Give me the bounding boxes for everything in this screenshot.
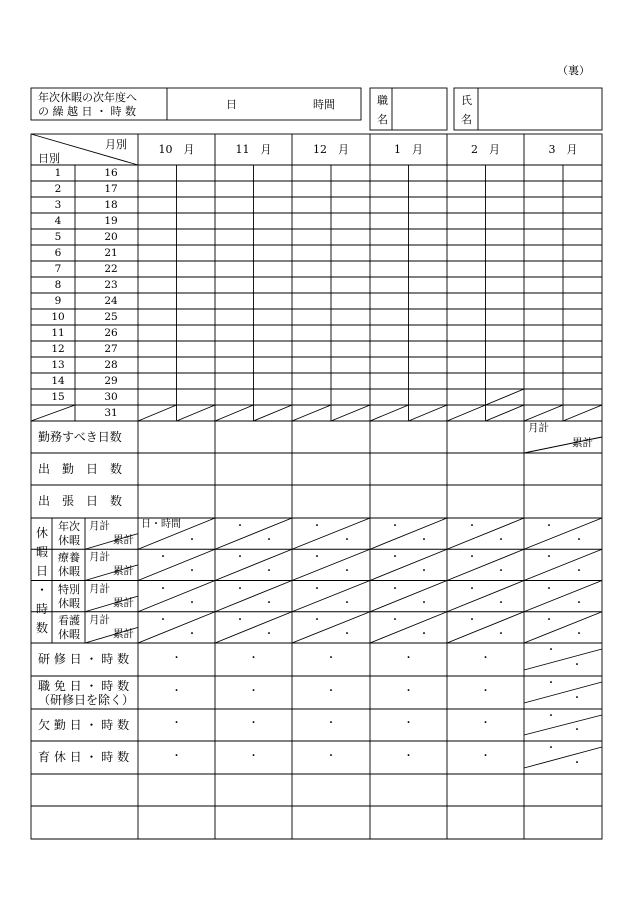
cell-dot: ・ (419, 535, 429, 546)
cell-dot: ・ (171, 652, 182, 664)
leave-cell-diagonal (370, 612, 447, 643)
cell-dot: ・ (158, 614, 168, 626)
name-label: 氏 (461, 94, 472, 107)
leave-cell-diagonal (370, 518, 447, 549)
trip-days-label: 出 張 日 数 (38, 494, 123, 508)
leave-monthly-total: 月計 (89, 520, 110, 532)
day31-diagonal (370, 405, 409, 421)
day-number: 5 (54, 231, 62, 243)
leave-type-label: 休暇 (58, 596, 80, 610)
cell-dot: ・ (171, 750, 182, 762)
carryover-hour-unit: 時間 (313, 98, 335, 111)
day-number: 17 (104, 183, 118, 195)
carryover-label: 年次休暇の次年度へ (38, 91, 137, 104)
cell-dot: ・ (158, 552, 168, 564)
cell-dot: ・ (312, 552, 322, 564)
cell-dot: ・ (312, 614, 322, 626)
leave-group-char: 日 (35, 564, 49, 578)
leave-group-char: 数 (35, 621, 49, 635)
cell-dot: ・ (544, 614, 554, 626)
day-number: 20 (104, 231, 118, 243)
cell-dot: ・ (248, 685, 259, 697)
leave-cell-diagonal (138, 612, 215, 643)
day-number: 27 (104, 343, 118, 355)
leave-cell-diagonal (524, 581, 602, 612)
cell-dot: ・ (326, 718, 336, 729)
leave-type-label: 休暇 (58, 565, 80, 579)
day-number: 28 (104, 359, 118, 371)
cell-dot: ・ (171, 685, 182, 697)
leave-type-label: 特別 (58, 582, 80, 596)
march-monthly-total: 月計 (528, 422, 549, 434)
cell-dot: ・ (544, 521, 554, 532)
day-number: 7 (54, 263, 62, 275)
day-number: 12 (51, 343, 65, 355)
carryover-label: の 繰 越 日 ・ 時 数 (38, 105, 136, 118)
cell-dot: ・ (546, 743, 556, 754)
march-cell-diagonal (524, 682, 602, 703)
cell-dot: ・ (419, 566, 429, 578)
cell-dot: ・ (574, 597, 584, 609)
cell-dot: ・ (342, 597, 352, 609)
day-number: 21 (104, 247, 118, 259)
cell-dot: ・ (248, 750, 259, 762)
leave-cell-diagonal (292, 549, 370, 580)
cell-dot: ・ (544, 552, 554, 564)
leave-group-char: ・ (35, 583, 49, 597)
cell-dot: ・ (496, 535, 506, 546)
cell-dot: ・ (390, 614, 400, 626)
month-header: 11 月 (235, 143, 272, 156)
month-header: 1 月 (394, 143, 423, 156)
name-label: 名 (461, 113, 472, 126)
cell-dot: ・ (326, 750, 336, 762)
leave-group-char: 休 (35, 526, 49, 540)
day-number: 23 (104, 279, 118, 291)
day-number: 29 (104, 375, 118, 387)
cell-dot: ・ (467, 614, 477, 626)
leave-cell-diagonal (447, 581, 524, 612)
cell-dot: ・ (496, 597, 506, 609)
month-header: 10 月 (158, 143, 195, 156)
day31-diagonal (177, 405, 216, 421)
cell-dot: ・ (187, 535, 197, 546)
cell-dot: ・ (574, 566, 584, 578)
day-number: 24 (104, 295, 118, 307)
march-cumulative: 累計 (572, 437, 593, 449)
cell-dot: ・ (572, 693, 582, 704)
cell-dot: ・ (572, 725, 582, 736)
cell-dot: ・ (342, 628, 352, 640)
cell-dot: ・ (480, 652, 491, 664)
leave-type-label: 療養 (58, 551, 80, 565)
cell-dot: ・ (419, 628, 429, 640)
attend-days-label: 出 勤 日 数 (38, 462, 123, 476)
cell-dot: ・ (467, 552, 477, 564)
day31-diagonal (254, 405, 293, 421)
leave-cumulative: 累計 (113, 596, 134, 609)
leave-cell-diagonal (447, 518, 524, 549)
cell-dot: ・ (403, 750, 414, 762)
day31-diagonal (409, 405, 448, 421)
cell-dot: ・ (544, 583, 554, 595)
corner-day-label: 日別 (38, 152, 60, 165)
day-number: 16 (104, 167, 118, 179)
day31-diagonal (486, 405, 525, 421)
day-number: 30 (104, 391, 118, 403)
cell-dot: ・ (235, 552, 245, 564)
day-number: 13 (51, 359, 65, 371)
leave-cell-diagonal (524, 549, 602, 580)
leave-cell-diagonal (447, 549, 524, 580)
cell-dot: ・ (572, 758, 582, 769)
leave-cell-diagonal (524, 518, 602, 549)
day-number: 14 (51, 375, 65, 387)
cell-dot: ・ (342, 566, 352, 578)
cell-dot: ・ (496, 628, 506, 640)
cell-dot: ・ (342, 535, 352, 546)
cell-dot: ・ (235, 614, 245, 626)
training-label: 研 修 日 ・ 時 数 (38, 652, 130, 666)
day-number: 11 (51, 327, 65, 339)
cell-dot: ・ (264, 535, 274, 546)
work-days-label: 勤務すべき日数 (38, 430, 122, 444)
cell-dot: ・ (467, 521, 477, 532)
absence-label: 欠 勤 日 ・ 時 数 (38, 718, 130, 732)
leave-cell-diagonal (447, 612, 524, 643)
month-header: 3 月 (548, 143, 578, 156)
cell-dot: ・ (403, 652, 414, 664)
leave-cell-diagonal (215, 581, 292, 612)
cell-dot: ・ (264, 628, 274, 640)
leave-monthly-total: 月計 (89, 551, 110, 564)
cell-dot: ・ (546, 645, 556, 656)
cell-dot: ・ (480, 718, 491, 729)
day-number: 31 (104, 407, 118, 419)
cell-dot: ・ (326, 652, 336, 664)
leave-monthly-total: 月計 (89, 613, 110, 626)
side-label: （裏） (557, 64, 590, 77)
cell-dot: ・ (546, 678, 556, 689)
cell-dot: ・ (187, 597, 197, 609)
cell-dot: ・ (326, 685, 336, 697)
day-number: 3 (54, 199, 62, 211)
month-header: 2 月 (471, 143, 500, 156)
leave-type-label: 年次 (58, 520, 80, 533)
post-label: 名 (377, 113, 388, 126)
day31-diagonal (292, 405, 331, 421)
day-number: 1 (54, 167, 62, 179)
leave-cell-diagonal (138, 549, 215, 580)
leave-monthly-total: 月計 (89, 582, 110, 595)
cell-dot: ・ (187, 628, 197, 640)
feb30-diagonal (486, 389, 525, 405)
leave-cell-diagonal (524, 612, 602, 643)
day-number: 2 (54, 183, 62, 195)
day-number: 4 (54, 215, 62, 227)
leave-cell-diagonal (215, 518, 292, 549)
name-box (454, 88, 602, 130)
leave-cell-diagonal (138, 581, 215, 612)
cell-dot: ・ (390, 521, 400, 532)
day-number: 18 (104, 199, 118, 211)
cell-dot: ・ (235, 583, 245, 595)
leave-cell-diagonal (292, 612, 370, 643)
exempt-label: （研修日を除く） (38, 693, 135, 707)
carryover-day-unit: 日 (226, 98, 237, 111)
cell-dot: ・ (264, 566, 274, 578)
day-number: 19 (104, 215, 118, 227)
day31-diagonal (138, 405, 177, 421)
cell-dot: ・ (574, 628, 584, 640)
day31-diagonal (524, 405, 563, 421)
cell-dot: ・ (158, 583, 168, 595)
exempt-label: 職 免 日 ・ 時 数 (38, 679, 130, 693)
cell-dot: ・ (403, 685, 414, 697)
day-number: 15 (51, 391, 65, 403)
cell-dot: ・ (467, 583, 477, 595)
march-cell-diagonal (524, 715, 602, 735)
day-number: 9 (54, 295, 62, 307)
cell-dot: ・ (312, 521, 322, 532)
cell-dot: ・ (312, 583, 322, 595)
leave-cumulative: 累計 (113, 565, 134, 578)
day31-diagonal (563, 405, 602, 421)
cell-dot: ・ (235, 521, 245, 532)
post-label: 職 (377, 94, 388, 107)
day31-diagonal (215, 405, 254, 421)
leave-type-label: 看護 (58, 613, 80, 627)
day-number: 10 (51, 311, 65, 323)
leave-group-char: 時 (35, 602, 49, 616)
cell-dot: ・ (171, 718, 182, 729)
cell-dot: ・ (546, 711, 556, 722)
leave-cumulative: 累計 (113, 534, 134, 546)
march-cell-diagonal (524, 649, 602, 670)
cell-dot: ・ (480, 750, 491, 762)
cell-dot: ・ (248, 718, 259, 729)
day-number: 8 (54, 279, 62, 291)
leave-cumulative: 累計 (113, 627, 134, 640)
cell-dot: ・ (572, 660, 582, 671)
cell-dot: ・ (419, 597, 429, 609)
cell-dot: ・ (480, 685, 491, 697)
cell-dot: ・ (248, 652, 259, 664)
leave-type-label: 休暇 (58, 534, 80, 547)
cell-dot: ・ (390, 552, 400, 564)
cell-dot: ・ (264, 597, 274, 609)
leave-cell-diagonal (292, 518, 370, 549)
cell-dot: ・ (574, 535, 584, 546)
leave-group-char: 暇 (35, 545, 49, 559)
cell-dot: ・ (403, 718, 414, 729)
leave-cell-diagonal (292, 581, 370, 612)
cell-dot: ・ (187, 566, 197, 578)
day31-diagonal (31, 405, 75, 421)
leave-cell-diagonal (215, 549, 292, 580)
cell-dot: ・ (496, 566, 506, 578)
leave-cell-diagonal (370, 549, 447, 580)
day-hour-label: 日・時間 (141, 519, 181, 530)
day31-diagonal (331, 405, 370, 421)
day31-diagonal (447, 405, 486, 421)
cell-dot: ・ (390, 583, 400, 595)
corner-month-label: 月別 (105, 138, 127, 151)
day-number: 22 (104, 263, 118, 275)
day-number: 6 (54, 247, 62, 259)
month-header: 12 月 (313, 143, 349, 156)
march-cell-diagonal (524, 747, 602, 768)
day-number: 26 (104, 327, 118, 339)
leave-cell-diagonal (370, 581, 447, 612)
leave-cell-diagonal (215, 612, 292, 643)
childcare-label: 育 休 日 ・ 時 数 (38, 750, 130, 764)
day-number: 25 (104, 311, 118, 323)
leave-type-label: 休暇 (58, 627, 80, 641)
